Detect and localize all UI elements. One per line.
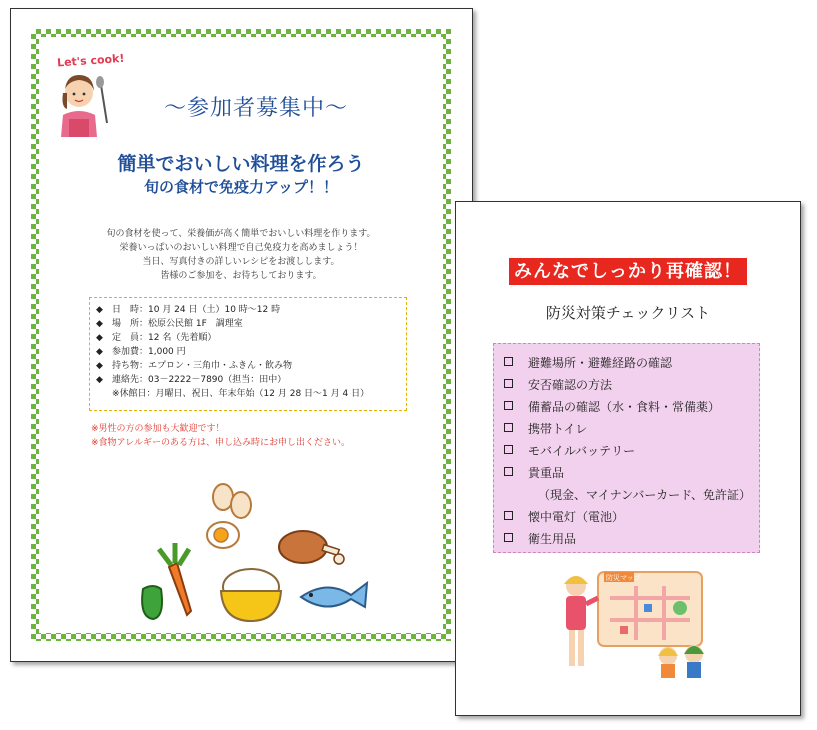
food-illustrations [131,479,371,629]
checklist-item: 安否確認の方法 [504,376,612,393]
disaster-map-board-icon [598,572,702,646]
checklist-title: 防災対策チェックリスト [545,304,711,322]
checkbox-icon [504,379,513,388]
cooking-class-flyer [10,8,473,662]
checkbox-icon [504,401,513,410]
checklist-item: モバイルバッテリー [504,442,635,459]
recruiting-heading: ～参加者募集中～ [163,96,348,121]
fried-egg-icon [207,522,239,548]
notes [91,422,421,450]
checklist-box [493,343,760,553]
eggs-icon [213,484,251,518]
flyer-tagline: 旬の食材で免疫力アップ！！ [144,178,338,196]
chicken-leg-icon [279,531,344,564]
detail-row: ◆ 日 時：10 月 24 日（土）10 時～12 時 [96,305,281,315]
disaster-checklist-flyer [455,201,801,716]
intro-line: 当日、写真付きの詳しいレシピをお渡しします。 [142,257,340,267]
lets-cook-logo: Let's cook! [56,51,125,70]
checklist-item: 貴重品 [504,464,564,481]
reconfirm-banner: みんなでしっかり再確認！ [509,258,747,285]
checklist-item: 懐中電灯（電池） [504,508,624,525]
fish-icon [301,583,367,607]
checklist-item: 衛生用品 [504,530,576,547]
checklist-item: 備蓄品の確認（水・食料・常備薬） [504,398,720,415]
event-details-box [89,297,407,411]
checkbox-icon [504,533,513,542]
detail-row: ◆ 参加費：1,000 円 [96,347,186,357]
checklist-item: 避難場所・避難経路の確認 [504,354,672,371]
checkbox-icon [504,511,513,520]
green-pepper-icon [142,586,162,619]
intro-text [51,227,431,283]
diamond-icon: ◆ [96,319,103,329]
detail-row: ◆ 定 員：12 名（先着順） [96,333,217,343]
diamond-icon: ◆ [96,347,103,357]
checkbox-icon [504,423,513,432]
checklist-item: 携帯トイレ [504,420,587,437]
chef-illustration [49,49,129,139]
closed-days-note: ※休館日：月曜日、祝日、年末年始（12 月 28 日～1 月 4 日） [112,389,370,399]
diamond-icon: ◆ [96,305,103,315]
detail-row: ◆ 連絡先：03－2222－7890（担当：田中） [96,375,287,385]
valuables-detail: （現金、マイナンバーカード、免許証） [538,488,752,502]
checkbox-icon [504,445,513,454]
diamond-icon: ◆ [96,361,103,371]
carrot-icon [159,543,191,615]
diamond-icon: ◆ [96,333,103,343]
checkbox-icon [504,467,513,476]
rice-bowl-icon [221,569,281,621]
note-line: ※食物アレルギーのある方は、申し込み時にお申し出ください。 [91,438,350,448]
detail-row: ◆ 持ち物：エプロン・三角巾・ふきん・飲み物 [96,361,293,371]
guide-woman-icon [564,576,598,666]
flyer-subheading: 簡単でおいしい料理を作ろう [117,153,365,175]
map-label: 防災マップ [606,574,641,582]
intro-line: 旬の食材を使って、栄養価が高く簡単でおいしい料理を作ります。 [106,229,376,239]
children-icon [658,645,704,678]
disaster-map-illustration [540,568,720,680]
intro-line: 皆様のご参加を、お待ちしております。 [160,271,322,281]
intro-line: 栄養いっぱいのおいしい料理で自己免疫力を高めましょう！ [119,243,363,253]
detail-row: ◆ 場 所：松原公民館 1F 調理室 [96,319,243,329]
note-line: ※男性の方の参加も大歓迎です！ [91,424,225,434]
checkbox-icon [504,357,513,366]
diamond-icon: ◆ [96,375,103,385]
